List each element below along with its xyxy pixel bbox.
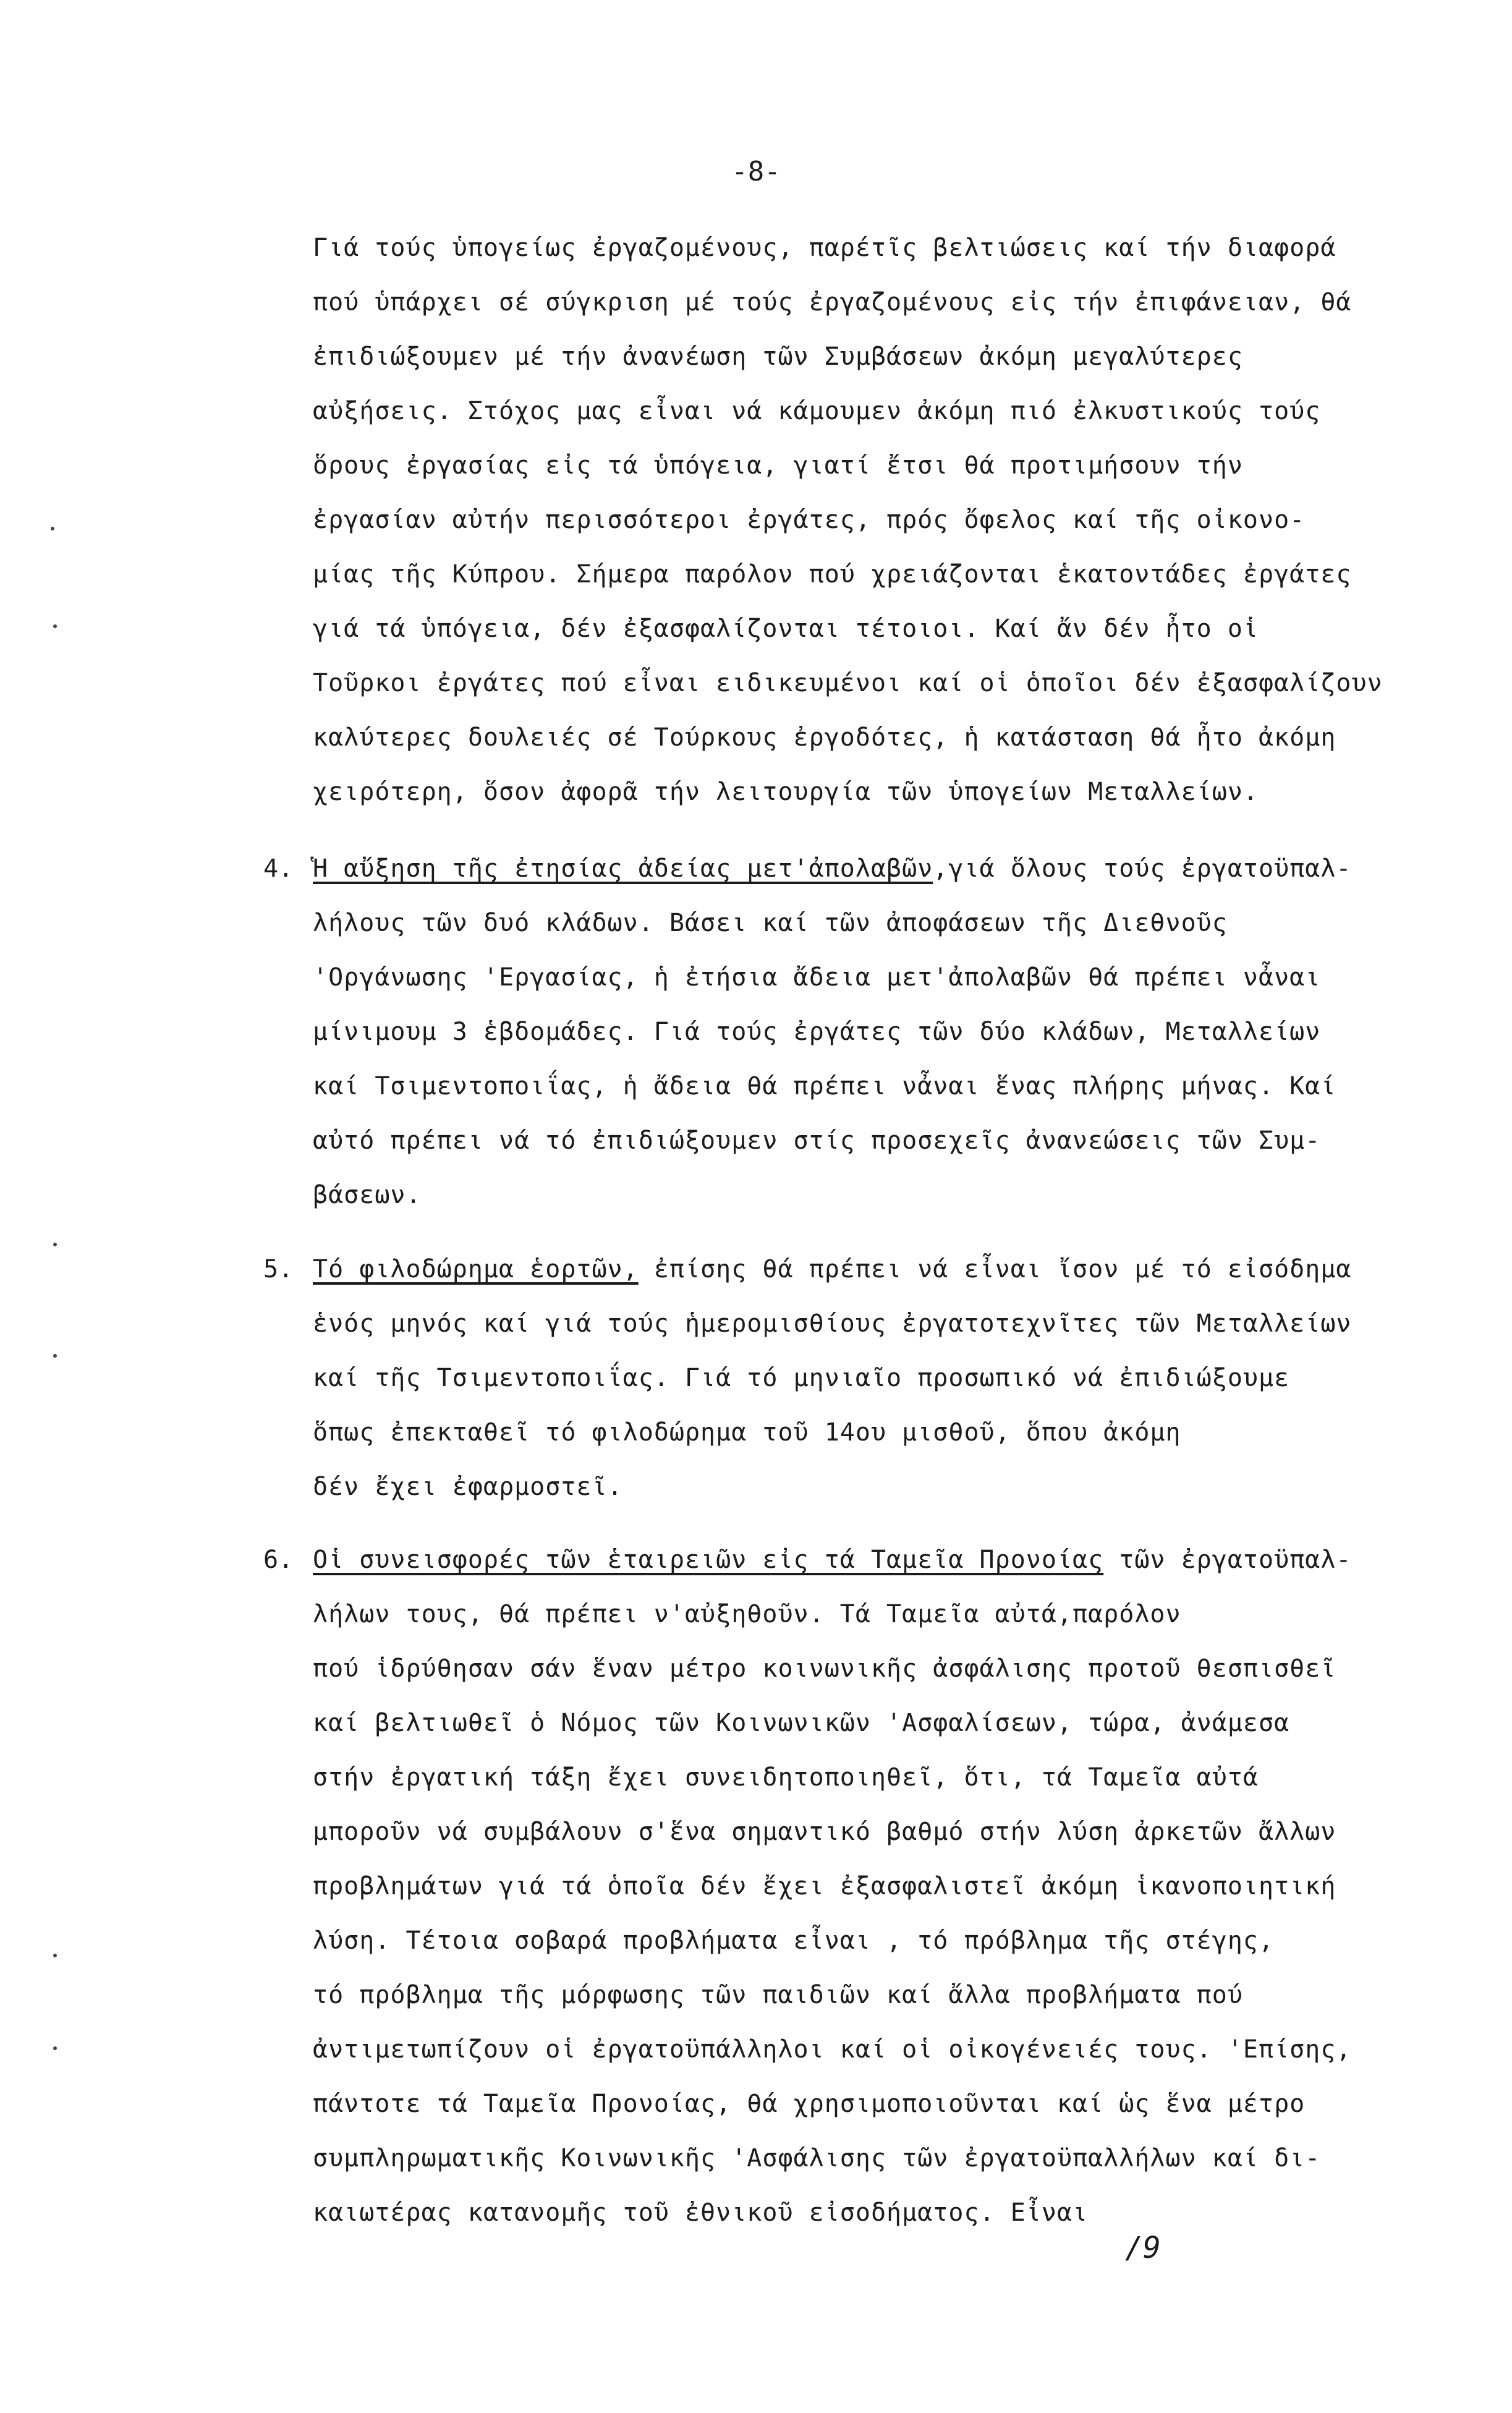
- item-number: 4.: [263, 854, 294, 883]
- item-heading-rest: τῶν ἐργατοϋπαλ-: [1103, 1546, 1352, 1574]
- text-line: βάσεων.: [313, 1181, 422, 1209]
- text-line: αὐξήσεις. Στόχος μας εἶναι νά κάμουμεν ἀκόμη πιό ἐλκυστικούς τούς: [313, 397, 1321, 425]
- text-line: πού ὑπάρχει σέ σύγκριση μέ τούς ἐργαζομένους εἰς τήν ἐπιφάνειαν, θά: [313, 288, 1352, 317]
- scan-speck: [53, 2046, 57, 2050]
- item-heading-rest: ἐπίσης θά πρέπει νά εἶναι ἴσον μέ τό εἰσόδημα: [638, 1255, 1352, 1283]
- text-line: ἑνός μηνός καί γιά τούς ἡμερομισθίους ἐργατοτεχνῖτες τῶν Μεταλλείων: [313, 1309, 1352, 1338]
- item-number: 6.: [263, 1546, 294, 1574]
- text-line: στήν ἐργατική τάξη ἔχει συνειδητοποιηθεῖ, ὅτι, τά Ταμεῖα αὐτά: [313, 1763, 1259, 1792]
- text-line: ὅρους ἐργασίας εἰς τά ὑπόγεια, γιατί ἔτσι θά προτιμήσουν τήν: [313, 451, 1243, 480]
- item-heading: Τό φιλοδώρημα ἑορτῶν,: [313, 1255, 639, 1283]
- scan-speck: [51, 527, 54, 530]
- text-line: ἐργασίαν αὐτήν περισσότεροι ἐργάτες, πρός ὄφελος καί τῆς οἰκονο-: [313, 506, 1306, 534]
- page-number: -8-: [731, 156, 781, 187]
- text-line: αὐτό πρέπει νά τό ἐπιδιώξουμεν στίς προσεχεῖς ἀνανεώσεις τῶν Συμ-: [313, 1126, 1321, 1155]
- text-line: Τοῦρκοι ἐργάτες πού εἶναι ειδικευμένοι καί οἱ ὁποῖοι δέν ἐξασφαλίζουν: [313, 669, 1383, 697]
- text-line: 'Οργάνωσης 'Εργασίας, ἡ ἐτήσια ἄδεια μετ'ἀπολαβῶν θά πρέπει νἆναι: [313, 963, 1321, 992]
- text-line: ὅπως ἐπεκταθεῖ τό φιλοδώρημα τοῦ 14ου μισθοῦ, ὅπου ἀκόμη: [313, 1418, 1181, 1447]
- scan-speck: [53, 1954, 57, 1957]
- item-heading: Οἱ συνεισφορές τῶν ἑταιρειῶν εἰς τά Ταμεῖα Προνοίας: [313, 1546, 1104, 1574]
- text-line: τό πρόβλημα τῆς μόρφωσης τῶν παιδιῶν καί ἄλλα προβλήματα πού: [313, 1981, 1243, 2009]
- text-line: λήλους τῶν δυό κλάδων. Βάσει καί τῶν ἀποφάσεων τῆς Διεθνοῦς: [313, 909, 1228, 937]
- text-line: δέν ἔχει ἐφαρμοστεῖ.: [313, 1473, 623, 1501]
- item-first-line: [313, 1546, 1352, 1574]
- scan-speck: [53, 624, 57, 628]
- text-line: μίνιμουμ 3 ἑβδομάδες. Γιά τούς ἐργάτες τῶν δύο κλάδων, Μεταλλείων: [313, 1018, 1321, 1046]
- text-line: μποροῦν νά συμβάλουν σ'ἕνα σημαντικό βαθμό στήν λύση ἀρκετῶν ἄλλων: [313, 1818, 1336, 1846]
- text-line: Γιά τούς ὑπογείως ἐργαζομένους, παρέτῖς βελτιώσεις καί τήν διαφορά: [313, 234, 1336, 262]
- text-line: χειρότερη, ὅσον ἀφορᾶ τήν λειτουργία τῶν ὑπογείων Μεταλλείων.: [313, 778, 1259, 806]
- next-page-reference: /9: [1125, 2231, 1161, 2265]
- text-line: ἀντιμετωπίζουν οἱ ἐργατοϋπάλληλοι καί οἱ οἰκογένειές τους. 'Επίσης,: [313, 2035, 1352, 2064]
- text-line: λήλων τους, θά πρέπει ν'αὐξηθοῦν. Τά Ταμεῖα αὐτά,παρόλον: [313, 1600, 1181, 1628]
- text-line: πού ἱδρύθησαν σάν ἕναν μέτρο κοινωνικῆς ἀσφάλισης προτοῦ θεσπισθεῖ: [313, 1654, 1336, 1683]
- text-line: συμπληρωματικῆς Κοινωνικῆς 'Ασφάλισης τῶν ἐργατοϋπαλλήλων καί δι-: [313, 2144, 1321, 2173]
- text-line: πάντοτε τά Ταμεῖα Προνοίας, θά χρησιμοποιοῦνται καί ὡς ἕνα μέτρο: [313, 2090, 1306, 2118]
- text-line: καί τῆς Τσιμεντοποιΐας. Γιά τό μηνιαῖο προσωπικό νά ἐπιδιώξουμε: [313, 1364, 1290, 1392]
- text-line: προβλημάτων γιά τά ὁποῖα δέν ἔχει ἐξασφαλιστεῖ ἀκόμη ἱκανοποιητική: [313, 1872, 1336, 1900]
- text-line: ἐπιδιώξουμεν μέ τήν ἀνανέωση τῶν Συμβάσεων ἀκόμη μεγαλύτερες: [313, 343, 1243, 371]
- text-line: καί Τσιμεντοποιΐας, ἡ ἄδεια θά πρέπει νἆναι ἕνας πλήρης μήνας. Καί: [313, 1072, 1336, 1100]
- text-line: καιωτέρας κατανομῆς τοῦ ἐθνικοῦ εἰσοδήματος. Εἶναι: [313, 2198, 1089, 2227]
- item-first-line: [313, 1255, 1352, 1283]
- text-line: καλύτερες δουλειές σέ Τούρκους ἐργοδότες, ἡ κατάσταση θά ἦτο ἀκόμη: [313, 723, 1336, 752]
- text-line: μίας τῆς Κύπρου. Σήμερα παρόλον πού χρειάζονται ἑκατοντάδες ἐργάτες: [313, 560, 1352, 589]
- scan-speck: [53, 1243, 57, 1246]
- item-first-line: [313, 854, 1352, 883]
- item-number: 5.: [263, 1255, 294, 1283]
- text-line: γιά τά ὑπόγεια, δέν ἐξασφαλίζονται τέτοιοι. Καί ἄν δέν ἦτο οἱ: [313, 615, 1259, 643]
- scan-speck: [53, 1354, 57, 1358]
- text-line: καί βελτιωθεῖ ὁ Νόμος τῶν Κοινωνικῶν 'Ασφαλίσεων, τώρα, ἀνάμεσα: [313, 1709, 1290, 1737]
- text-line: λύση. Τέτοια σοβαρά προβλήματα εἶναι , τό πρόβλημα τῆς στέγης,: [313, 1926, 1275, 1955]
- item-heading-rest: ,γιά ὅλους τούς ἐργατοϋπαλ-: [933, 854, 1352, 883]
- item-heading: Ἡ αὔξηση τῆς ἐτησίας ἀδείας μετ'ἀπολαβῶν: [313, 854, 933, 883]
